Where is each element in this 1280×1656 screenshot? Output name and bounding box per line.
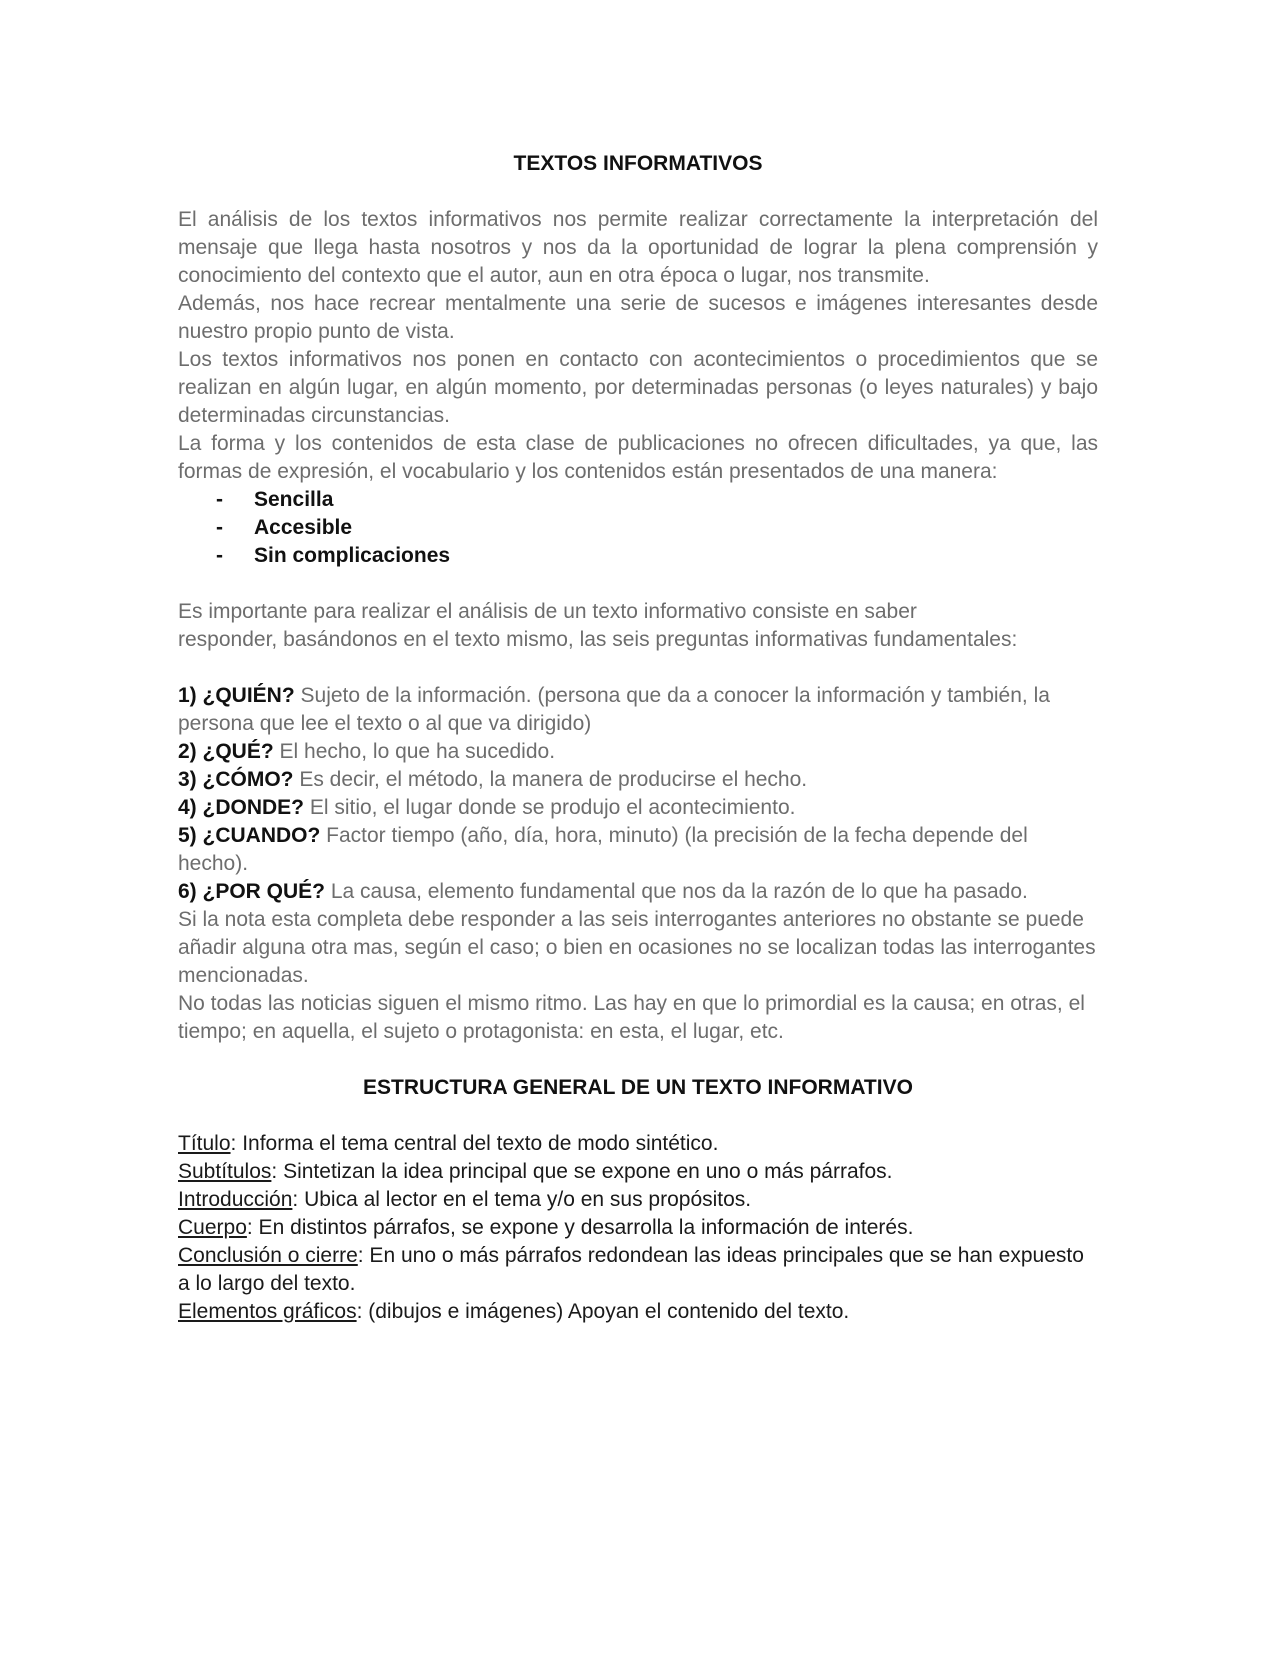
dash-bullet: - xyxy=(216,544,223,567)
intro-paragraph-4: La forma y los contenidos de esta clase de publicaciones no ofrecen dificultades, ya que, las formas de expresión, el vocabulario y los contenidos están presentados de una manera: xyxy=(178,432,1098,483)
features-list xyxy=(178,486,1098,570)
structure-desc: : En distintos párrafos, se expone y desarrolla la información de interés. xyxy=(246,1216,914,1239)
question-text: El hecho, lo que ha sucedido. xyxy=(273,740,556,763)
structure-item xyxy=(178,1214,1098,1242)
structure-term: Conclusión o cierre xyxy=(178,1244,358,1267)
structure-item xyxy=(178,1298,1098,1326)
question-text: Sujeto de la información. (persona que da a conocer la información y también, la persona que lee el texto o al que va dirigido) xyxy=(178,684,1050,735)
list-item-text: Accesible xyxy=(254,516,353,539)
list-item xyxy=(178,542,1098,570)
importance-paragraph xyxy=(178,598,1098,654)
question-label: 1) ¿QUIÉN? xyxy=(178,684,295,707)
question-label: 5) ¿CUANDO? xyxy=(178,824,321,847)
structure-term: Introducción xyxy=(178,1188,293,1211)
importance-line-2: responder, basándonos en el texto mismo, las seis preguntas informativas fundamentales: xyxy=(178,628,1018,651)
structure-desc: : Ubica al lector en el tema y/o en sus propósitos. xyxy=(292,1188,752,1211)
structure-list xyxy=(178,1130,1098,1326)
list-item-text: Sencilla xyxy=(254,488,334,511)
question-item xyxy=(178,794,1098,822)
question-label: 6) ¿POR QUÉ? xyxy=(178,880,326,903)
structure-term: Subtítulos xyxy=(178,1160,272,1183)
structure-item xyxy=(178,1130,1098,1158)
question-label: 2) ¿QUÉ? xyxy=(178,740,274,763)
structure-term: Título xyxy=(178,1132,231,1155)
dash-bullet: - xyxy=(216,516,223,539)
intro-paragraph-3: Los textos informativos nos ponen en contacto con acontecimientos o procedimientos que se realizan en algún lugar, en algún momento, por determinadas personas (o leyes naturales) y bajo determinadas circunstancias. xyxy=(178,348,1098,427)
structure-desc: : (dibujos e imágenes) Apoyan el contenido del texto. xyxy=(356,1300,850,1323)
structure-title: ESTRUCTURA GENERAL DE UN TEXTO INFORMATIVO xyxy=(363,1076,913,1099)
questions-list xyxy=(178,682,1098,906)
structure-item xyxy=(178,1158,1098,1186)
question-text: Es decir, el método, la manera de producirse el hecho. xyxy=(293,768,808,791)
question-label: 3) ¿CÓMO? xyxy=(178,768,294,791)
document-page xyxy=(178,150,1098,1326)
importance-line-1: Es importante para realizar el análisis de un texto informativo consiste en saber xyxy=(178,600,917,623)
intro-paragraph-2: Además, nos hace recrear mentalmente una serie de sucesos e imágenes interesantes desde nuestro propio punto de vista. xyxy=(178,292,1098,343)
closing-paragraph-2: No todas las noticias siguen el mismo ritmo. Las hay en que lo primordial es la causa; en otras, el tiempo; en aquella, el sujeto o protagonista: en esta, el lugar, etc. xyxy=(178,992,1085,1043)
list-item xyxy=(178,486,1098,514)
question-item xyxy=(178,766,1098,794)
question-item xyxy=(178,682,1098,738)
intro-paragraph-1: El análisis de los textos informativos nos permite realizar correctamente la interpretación del mensaje que llega hasta nosotros y nos da la oportunidad de lograr la plena comprensión y conocimiento del contexto que el autor, aun en otra época o lugar, nos transmite. xyxy=(178,208,1098,287)
structure-term: Elementos gráficos xyxy=(178,1300,357,1323)
structure-desc: : Sintetizan la idea principal que se expone en uno o más párrafos. xyxy=(271,1160,893,1183)
document-title: TEXTOS INFORMATIVOS xyxy=(513,152,763,175)
structure-term: Cuerpo xyxy=(178,1216,247,1239)
question-item xyxy=(178,822,1098,878)
structure-item xyxy=(178,1242,1098,1298)
question-text: Factor tiempo (año, día, hora, minuto) (la precisión de la fecha depende del hecho). xyxy=(178,824,1028,875)
structure-desc: : En uno o más párrafos redondean las ideas principales que se han expuesto a lo largo del texto. xyxy=(178,1244,1084,1295)
structure-item xyxy=(178,1186,1098,1214)
closing-paragraph-1: Si la nota esta completa debe responder a las seis interrogantes anteriores no obstante se puede añadir alguna otra mas, según el caso; o bien en ocasiones no se localizan todas las interrogantes mencionadas. xyxy=(178,908,1096,987)
question-item xyxy=(178,878,1098,906)
question-item xyxy=(178,738,1098,766)
question-text: La causa, elemento fundamental que nos da la razón de lo que ha pasado. xyxy=(325,880,1028,903)
structure-desc: : Informa el tema central del texto de modo sintético. xyxy=(230,1132,719,1155)
question-text: El sitio, el lugar donde se produjo el acontecimiento. xyxy=(304,796,796,819)
list-item xyxy=(178,514,1098,542)
list-item-text: Sin complicaciones xyxy=(254,544,451,567)
dash-bullet: - xyxy=(216,488,223,511)
question-label: 4) ¿DONDE? xyxy=(178,796,304,819)
